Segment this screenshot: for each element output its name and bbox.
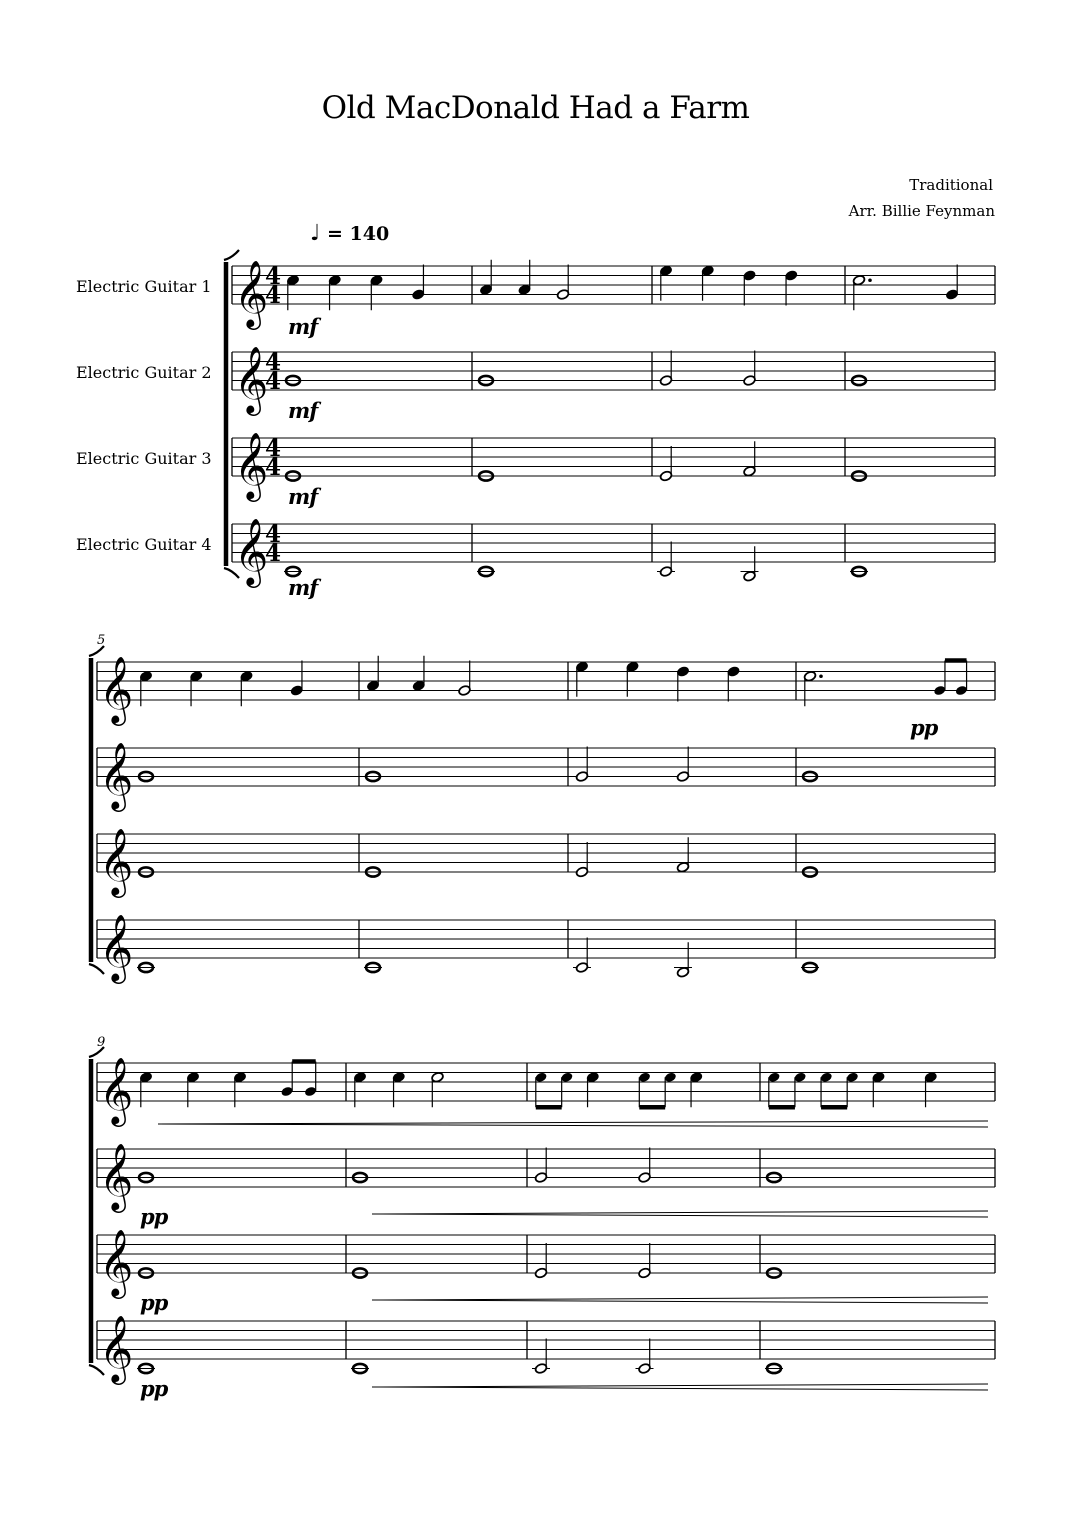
dynamic-mf-guitar-1: mf bbox=[288, 314, 318, 339]
treble-clef-icon: 𝄞 bbox=[99, 1056, 134, 1124]
dynamic-pp-guitar-1-m8: pp bbox=[910, 715, 938, 740]
crescendo-hairpin bbox=[158, 1121, 988, 1124]
dynamic-mf-guitar-3: mf bbox=[288, 484, 318, 509]
treble-clef-icon: 𝄞 bbox=[99, 1314, 134, 1382]
dynamic-mf-guitar-4: mf bbox=[288, 575, 318, 600]
time-signature-upper: 4 bbox=[264, 263, 282, 290]
crescendo-hairpin bbox=[372, 1384, 988, 1387]
crescendo-hairpin bbox=[372, 1214, 988, 1217]
treble-clef-icon: 𝄞 bbox=[99, 655, 134, 723]
part-name-guitar-4: Electric Guitar 4 bbox=[76, 535, 212, 554]
time-signature-upper: 4 bbox=[264, 349, 282, 376]
time-signature-lower: 4 bbox=[264, 368, 282, 395]
time-signature-lower: 4 bbox=[264, 540, 282, 567]
treble-clef-icon: 𝄞 bbox=[99, 827, 134, 895]
crescendo-hairpin bbox=[372, 1297, 988, 1300]
crescendo-hairpin bbox=[372, 1387, 988, 1390]
score-title: Old MacDonald Had a Farm bbox=[321, 90, 750, 126]
crescendo-hairpin bbox=[372, 1211, 988, 1214]
dynamic-mf-guitar-2: mf bbox=[288, 398, 318, 423]
composer-credit: Traditional bbox=[909, 176, 993, 194]
time-signature-upper: 4 bbox=[264, 435, 282, 462]
dynamic-pp-guitar-3: pp bbox=[140, 1290, 168, 1315]
part-name-guitar-1: Electric Guitar 1 bbox=[76, 277, 212, 296]
measure-number-5: 5 bbox=[97, 633, 106, 648]
treble-clef-icon: 𝄞 bbox=[234, 345, 269, 413]
quarter-note-icon: ♩ bbox=[310, 221, 321, 246]
treble-clef-icon: 𝄞 bbox=[234, 259, 269, 327]
dynamic-pp-guitar-4: pp bbox=[140, 1376, 168, 1401]
tempo-value: = 140 bbox=[327, 223, 390, 245]
treble-clef-icon: 𝄞 bbox=[234, 431, 269, 499]
crescendo-hairpin bbox=[372, 1300, 988, 1303]
augmentation-dot bbox=[819, 674, 823, 678]
treble-clef-icon: 𝄞 bbox=[99, 741, 134, 809]
treble-clef-icon: 𝄞 bbox=[234, 517, 269, 585]
arranger-credit: Arr. Billie Feynman bbox=[848, 202, 995, 220]
part-name-guitar-3: Electric Guitar 3 bbox=[76, 449, 212, 468]
part-name-guitar-2: Electric Guitar 2 bbox=[76, 363, 212, 382]
treble-clef-icon: 𝄞 bbox=[99, 1228, 134, 1296]
augmentation-dot bbox=[868, 278, 872, 282]
crescendo-hairpin bbox=[158, 1124, 988, 1127]
measure-number-9: 9 bbox=[97, 1035, 106, 1050]
time-signature-lower: 4 bbox=[264, 282, 282, 309]
treble-clef-icon: 𝄞 bbox=[99, 913, 134, 981]
time-signature-lower: 4 bbox=[264, 454, 282, 481]
treble-clef-icon: 𝄞 bbox=[99, 1142, 134, 1210]
dynamic-pp-guitar-2: pp bbox=[140, 1204, 168, 1229]
time-signature-upper: 4 bbox=[264, 521, 282, 548]
